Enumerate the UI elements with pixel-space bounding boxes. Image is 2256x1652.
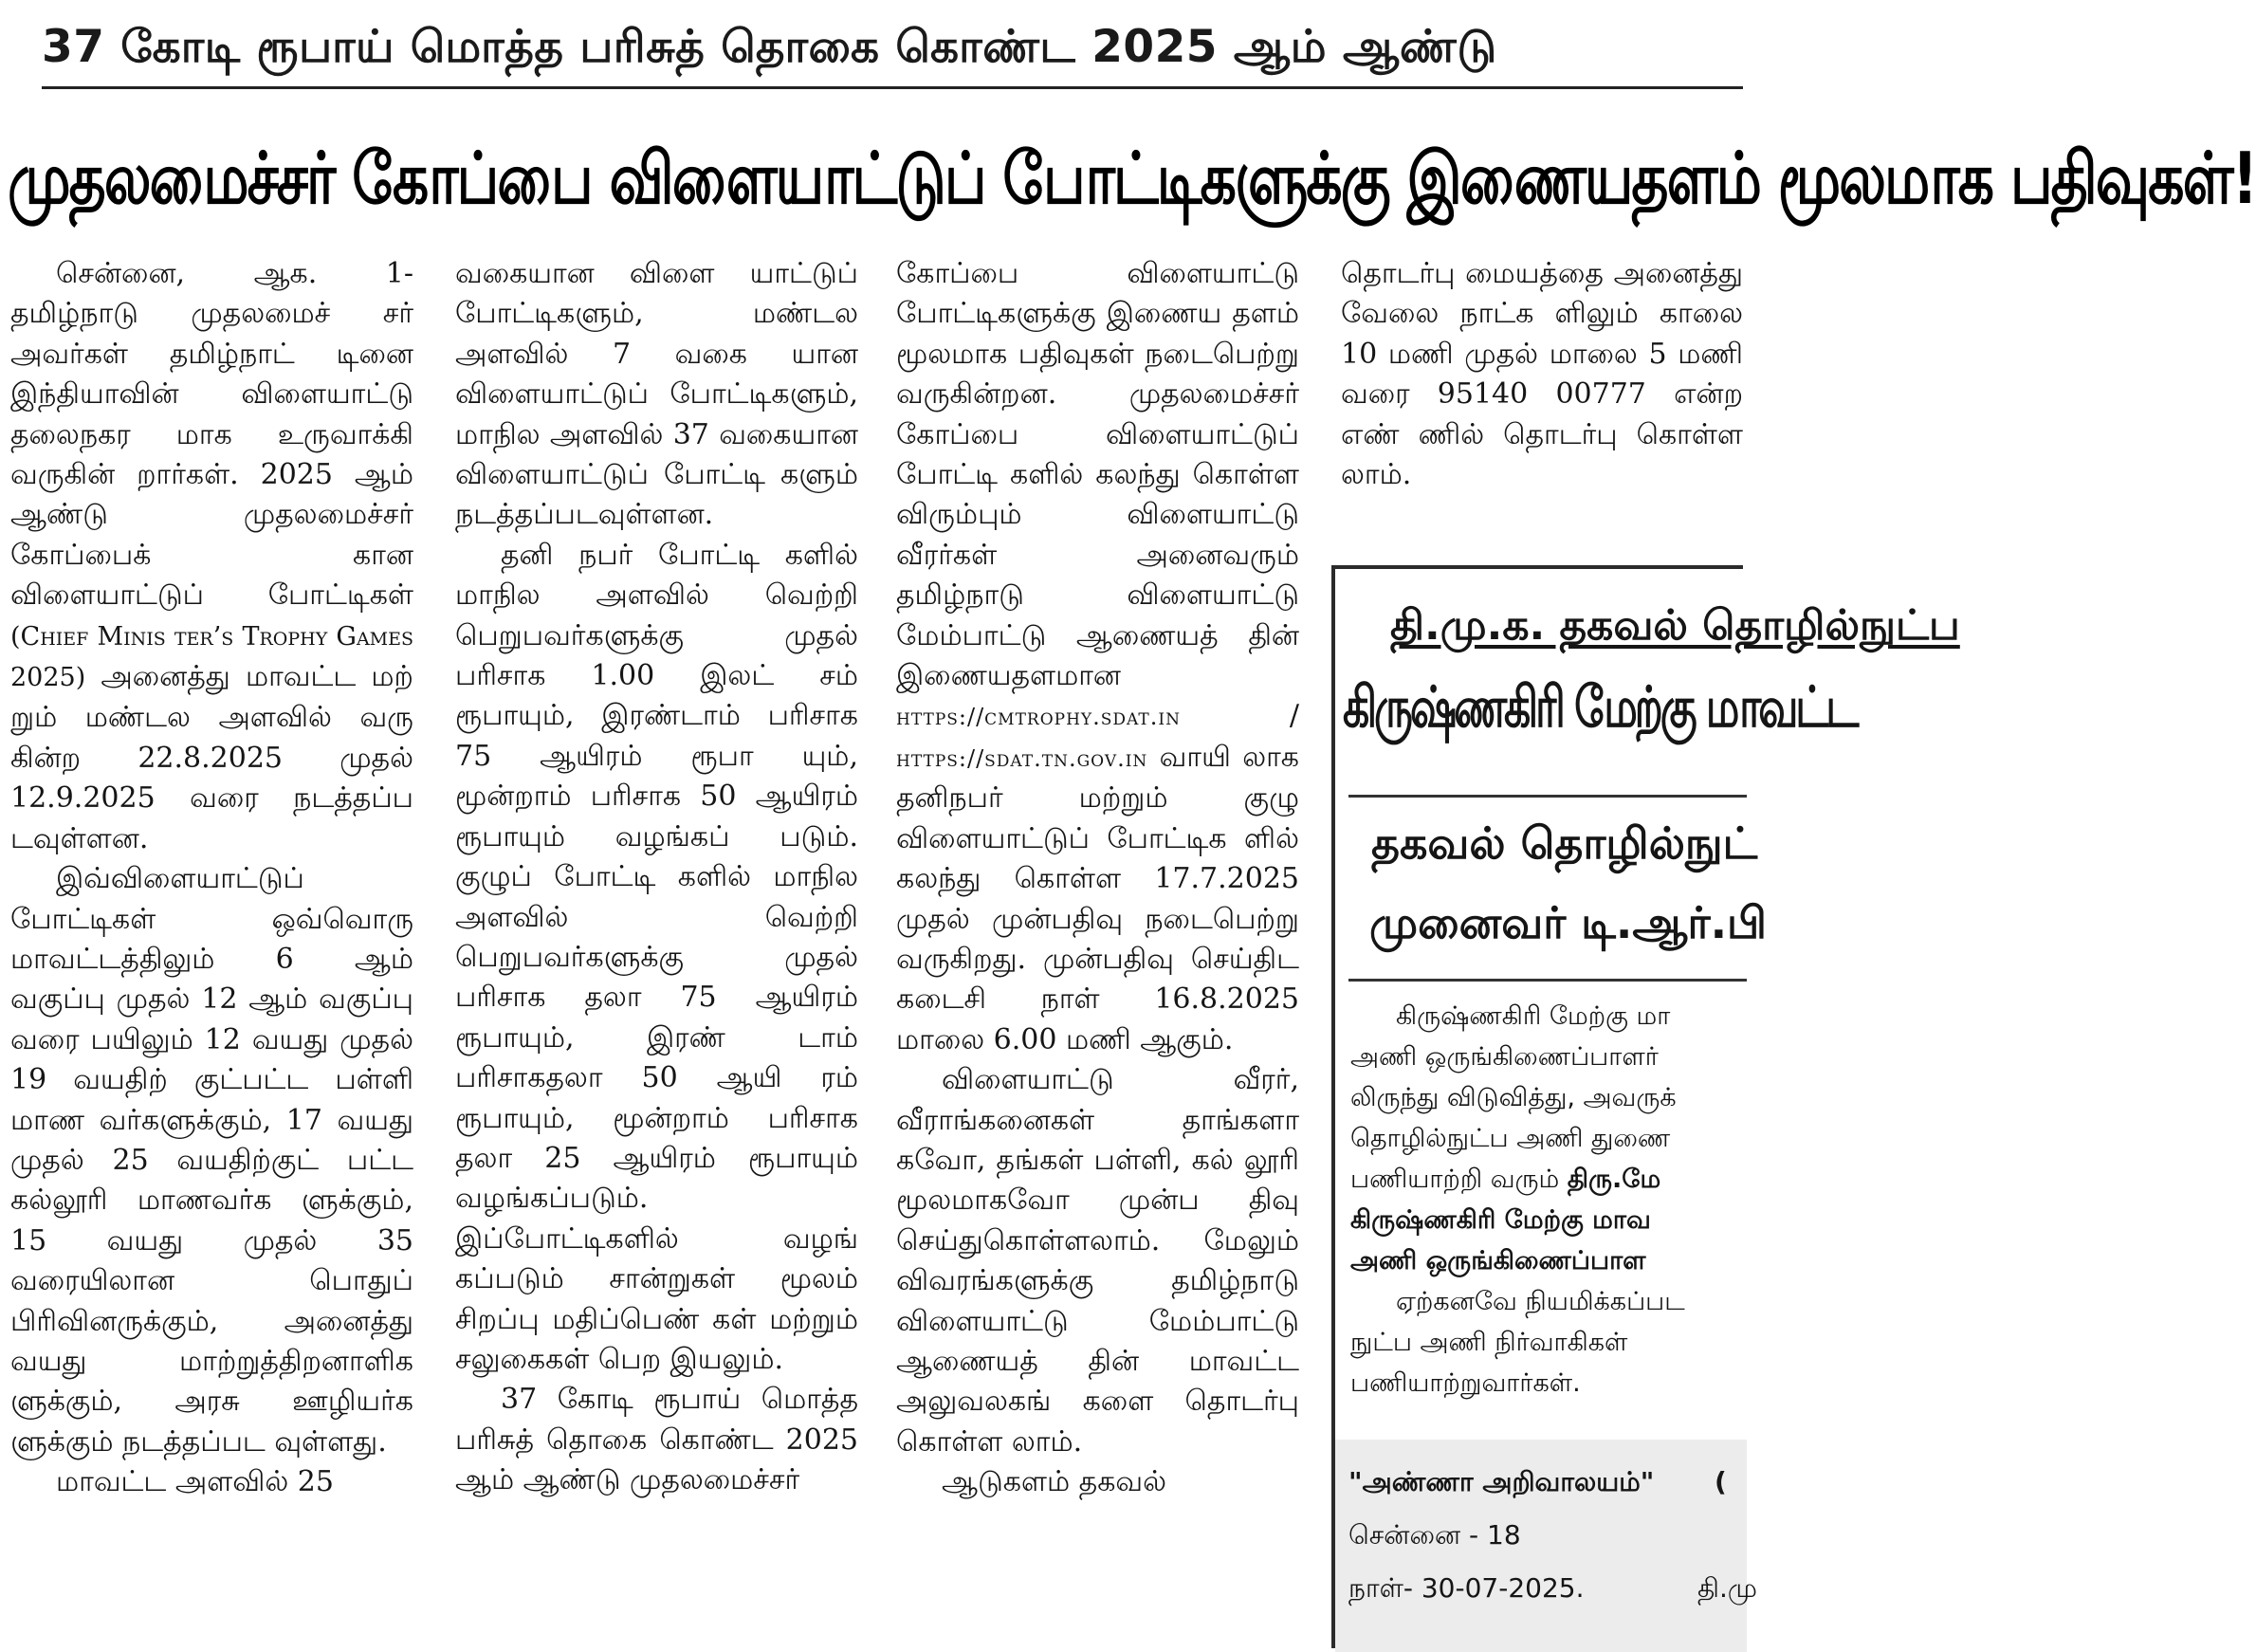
website-link[interactable]: https://cmtrophy.sdat.in: [896, 704, 1181, 731]
notice-line: நுட்ப அணி நிர்வாகிகள்: [1350, 1328, 1628, 1357]
article-paragraph: சென்னை, ஆக. 1- தமிழ்நாடு முதலமைச் சர் அவர்கள் தமிழ்நாட் டினை இந்தியாவின் விளையாட்டு தலைநகர மாக உருவாக்கி வருகின் றார்கள். 2025 ஆம் ஆண்டு முதலமைச்சர் கோப்பைக் கான விளையாட்டுப் போட்டிகள்: [10, 257, 413, 613]
footer-organization: "அண்ணா அறிவாலயம்": [1348, 1466, 1655, 1497]
notice-line-text: பணியாற்றி வரும்: [1350, 1165, 1568, 1194]
article-column-4: [1341, 254, 1743, 539]
notice-line: [1350, 1159, 1768, 1200]
footer-signatory: தி.மு: [1697, 1572, 1757, 1604]
notice-line: [1350, 1200, 1768, 1240]
article-paragraph: ஆடுகளம் தகவல்: [942, 1465, 1166, 1499]
article-paragraph: இவ்விளையாட்டுப் போட்டிகள் ஒவ்வொரு மாவட்டத்திலும் 6 ஆம் வகுப்பு முதல் 12 ஆம் வகுப்பு வரை பயிலும் 12 வயது முதல் 19 வயதிற் குட்பட்ட பள்ளி மாண வர்களுக்கும், 17 வயது முதல் 25 வயதிற்குட் பட்ட கல்லூரி மாணவர்க ளுக்கும், 15 வயது முதல் 35 வரையிலான பொதுப் பிரிவினருக்கும், அனைத்து வயது மாற்றுத்திறனாளிக ளுக்கும், அரசு ஊழியர்க ளுக்கும் நடத்தப்பட வுள்ளது.: [10, 862, 413, 1459]
notice-line: பணியாற்றுவார்கள்.: [1350, 1368, 1581, 1398]
notice-line: லிருந்து விடுவித்து, அவருக்: [1350, 1083, 1677, 1112]
notice-divider: [1348, 979, 1747, 982]
notice-line: தொழில்நுட்ப அணி துணை: [1350, 1124, 1671, 1153]
notice-designation: தகவல் தொழில்நுட்: [1371, 817, 1758, 869]
headline-divider: [42, 86, 1743, 89]
notice-highlight: அணி ஒருங்கிணைப்பாள: [1350, 1246, 1646, 1276]
article-paragraph: தனி நபர் போட்டி களில் மாநில அளவில் வெற்றி பெறுபவர்களுக்கு முதல் பரிசாக 1.00 இலட் சம் ரூபாயும், இரண்டாம் பரிசாக 75 ஆயிரம் ரூபா யும், மூன்றாம் பரிசாக 50 ஆயிரம் ரூபாயும் வழங்கப் படும். குழுப் போட்டி களில் மாநில அளவில் வெற்றி பெறுபவர்களுக்கு முதல் பரிசாக தலா 75 ஆயிரம் ரூபாயும், இரண் டாம் பரிசாகதலா 50 ஆயி ரம் ரூபாயும், மூன்றாம் பரிசாக தலா 25 ஆயிரம் ரூபாயும் வழங்கப்படும். இப்போட்டிகளில் வழங் கப்படும் சான்றுகள் மூலம் சிறப்பு மதிப்பெண் கள் மற்றும் சலுகைகள் பெற இயலும்.: [455, 538, 858, 1376]
notice-footer: [1335, 1440, 1757, 1652]
notice-person-name: முனைவர் டி.ஆர்.பி: [1369, 897, 1768, 948]
url-separator: /: [1180, 699, 1299, 733]
article-paragraph: வகையான விளை யாட்டுப் போட்டிகளும், மண்டல அளவில் 7 வகை யான விளையாட்டுப் போட்டிகளும், மாநில அளவில் 37 வகையான விளையாட்டுப் போட்டி களும் நடத்தப்படவுள்ளன.: [455, 257, 858, 532]
article-paragraph: வாயி லாக தனிநபர் மற்றும் குழு விளையாட்டுப் போட்டிக ளில் கலந்து கொள்ள 17.7.2025 முதல் முன்பதிவு நடைபெற்று வருகிறது. முன்பதிவு செய்திட கடைசி நாள் 16.8.2025 மாலை 6.00 மணி ஆகும்.: [896, 740, 1299, 1056]
headline-main: முதலமைச்சர் கோப்பை விளையாட்டுப் போட்டிகளுக்கு இணையதளம் மூலமாக பதிவுகள்!: [8, 138, 2256, 221]
article-paragraph: விளையாட்டு வீரர், வீராங்கனைகள் தாங்களா கவோ, தங்கள் பள்ளி, கல் லூரி மூலமாகவோ முன்ப திவு செய்துகொள்ளலாம். மேலும் விவரங்களுக்கு தமிழ்நாடு விளையாட்டு மேம்பாட்டு ஆணையத் தின் மாவட்ட அலுவலகங் களை தொடர்பு கொள்ள லாம்.: [896, 1063, 1299, 1459]
article-paragraph: 37 கோடி ரூபாய் மொத்த பரிசுத் தொகை கொண்ட 2025 ஆம் ஆண்டு முதலமைச்சர்: [455, 1383, 858, 1497]
notice-divider: [1348, 795, 1747, 798]
notice-line: அணி ஒருங்கிணைப்பாளர்: [1350, 1042, 1659, 1072]
notice-body: [1350, 996, 1768, 1404]
article-column-1: [10, 254, 413, 1648]
article-paragraph: தொடர்பு மையத்தை அனைத்து வேலை நாட்க ளிலும் காலை 10 மணி முதல் மாலை 5 மணி வரை 95140 00777 என்ற எண் ணில் தொடர்பு கொள்ள லாம்.: [1341, 257, 1743, 492]
notice-highlight: கிருஷ்ணகிரி மேற்கு மாவ: [1350, 1205, 1651, 1235]
article-paragraph: கோப்பை விளையாட்டு போட்டிகளுக்கு இணைய தளம் மூலமாக பதிவுகள் நடைபெற்று வருகின்றன. முதலமைச்சர் கோப்பை விளையாட்டுப் போட்டி களில் கலந்து கொள்ள விரும்பும் விளையாட்டு வீரர்கள் அனைவரும் தமிழ்நாடு விளையாட்டு மேம்பாட்டு ஆணையத் தின் இணையதளமான: [896, 257, 1299, 693]
english-title: (Chief Minis ter’s Trophy Games 2025): [10, 621, 413, 693]
footer-city: சென்னை - 18: [1348, 1519, 1521, 1551]
website-link[interactable]: https://sdat.tn.gov.in: [896, 744, 1148, 772]
notice-line: ஏற்கனவே நியமிக்கப்பட: [1396, 1287, 1685, 1316]
headline-kicker: 37 கோடி ரூபாய் மொத்த பரிசுத் தொகை கொண்ட 2025 ஆம் ஆண்டு: [42, 21, 1497, 73]
notice-title: தி.மு.க. தகவல் தொழில்நுட்ப: [1390, 601, 1960, 650]
notice-line: [1350, 1240, 1768, 1281]
article-paragraph: அனைத்து மாவட்ட மற் றும் மண்டல அளவில் வரு கின்ற 22.8.2025 முதல் 12.9.2025 வரை நடத்தப்ப டவுள்ளன.: [10, 660, 413, 855]
article-column-2: [455, 254, 858, 1648]
article-paragraph: மாவட்ட அளவில் 25: [56, 1465, 334, 1499]
notice-person: திரு.மே: [1567, 1165, 1661, 1194]
party-notice-box: [1331, 565, 1960, 1648]
notice-subtitle: கிருஷ்ணகிரி மேற்கு மாவட்ட: [1343, 675, 1857, 741]
footer-date: நாள்- 30-07-2025.: [1348, 1572, 1585, 1604]
notice-line: கிருஷ்ணகிரி மேற்கு மா: [1396, 1001, 1671, 1031]
article-column-3: [896, 254, 1299, 1648]
footer-paren: (: [1715, 1466, 1727, 1497]
